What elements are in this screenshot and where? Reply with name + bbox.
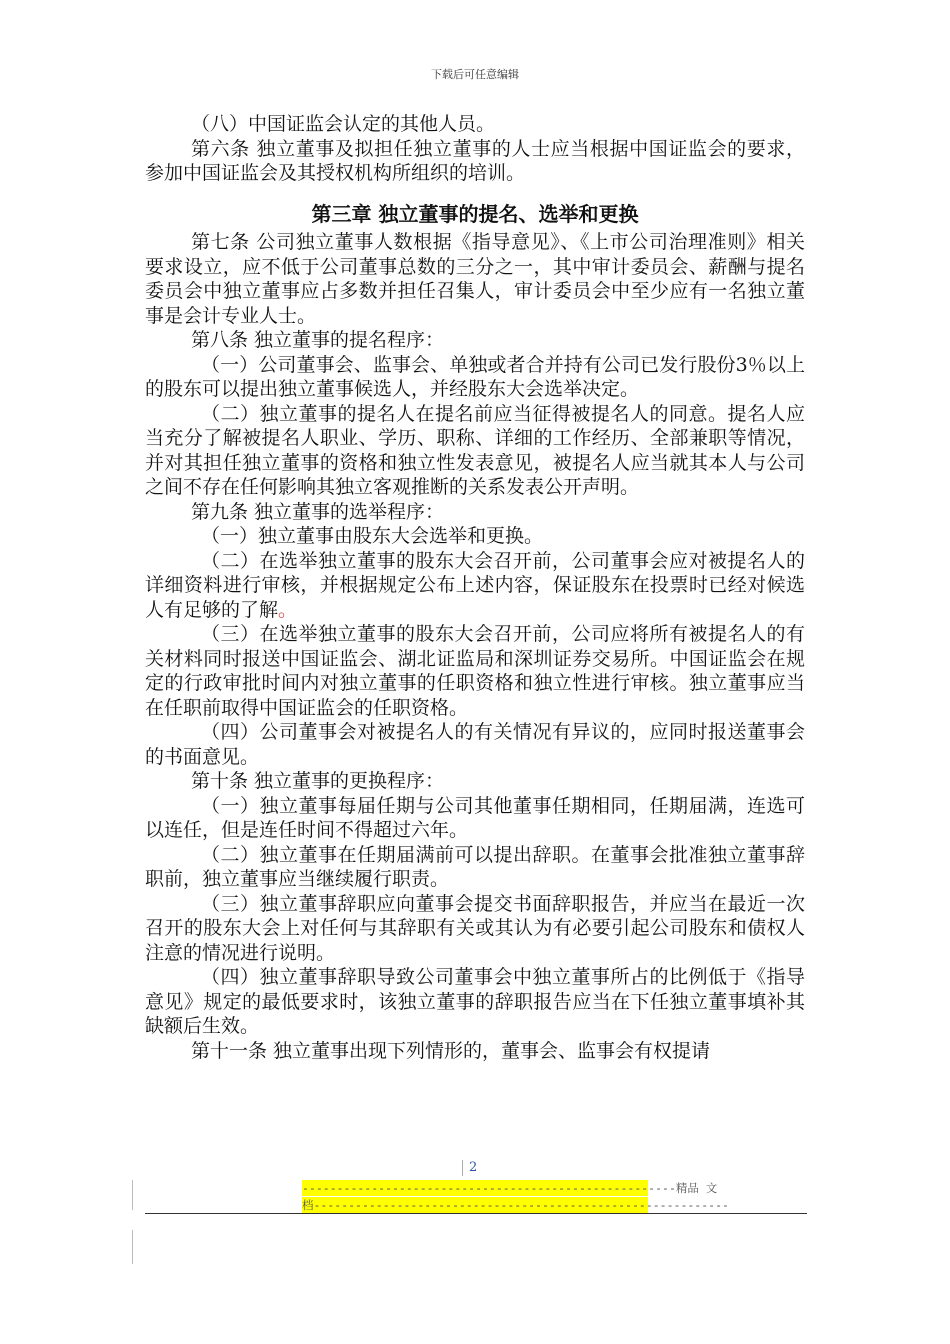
article-8-item-2: （二）独立董事的提名人在提名前应当征得被提名人的同意。提名人应当充分了解被提名人职业、学历、职称、详细的工作经历、全部兼职等情况，并对其担任独立董事的资格和独立性发表意见，被提名人应当就其本人与公司之间不存在任何影响其独立客观推断的关系发表公开声明。	[145, 402, 805, 498]
article-7: 第七条 公司独立董事人数根据《指导意见》、《上市公司治理准则》相关要求设立，应不低于公司董事总数的三分之一，其中审计委员会、薪酬与提名委员会中独立董事应占多数并担任召集人，审计委员会中至少应有一名独立董事是会计专业人士。	[145, 231, 805, 327]
red-period: 。	[278, 598, 298, 621]
chapter-3-heading: 第三章 独立董事的提名、选举和更换	[311, 201, 639, 226]
margin-mark	[132, 1180, 133, 1210]
article-10-item-4: （四）独立董事辞职导致公司董事会中独立董事所占的比例低于《指导意见》规定的最低要求时，该独立董事的辞职报告应当在下任独立董事填补其缺额后生效。	[145, 966, 805, 1037]
article-6: 第六条 独立董事及拟担任独立董事的人士应当根据中国证监会的要求，参加中国证监会及其授权机构所组织的培训。	[145, 137, 805, 184]
footer-rule	[145, 1213, 807, 1214]
paragraph-item-8: （八）中国证监会认定的其他人员。	[191, 113, 496, 135]
footer-line-2: 档------------------------------------------------------------	[302, 1198, 729, 1212]
article-9-item-3: （三）在选举独立董事的股东大会召开前，公司应将所有被提名人的有关材料同时报送中国证监会、湖北证监局和深圳证券交易所。中国证监会在规定的行政审批时间内对独立董事的任职资格和独立性进行审核。独立董事应当在任职前取得中国证监会的任职资格。	[145, 623, 805, 719]
article-10-item-2: （二）独立董事在任期届满前可以提出辞职。在董事会批准独立董事辞职前，独立董事应当继续履行职责。	[145, 843, 805, 890]
article-10-item-1: （一）独立董事每届任期与公司其他董事任期相同，任期届满，连选可以连任，但是连任时间不得超过六年。	[145, 794, 805, 841]
article-10-item-3: （三）独立董事辞职应向董事会提交书面辞职报告，并应当在最近一次召开的股东大会上对任何与其辞职有关或其认为有必要引起公司股东和债权人注意的情况进行说明。	[145, 892, 805, 964]
document-body	[145, 112, 805, 1063]
article-10: 第十条 独立董事的更换程序：	[191, 770, 445, 792]
article-9: 第九条 独立董事的选举程序：	[191, 500, 445, 523]
article-9-item-2	[145, 549, 805, 623]
footer-line-1: ------------------------------------------------------精品 文	[302, 1181, 718, 1195]
article-9-item-2-text: （二）在选举独立董事的股东大会召开前，公司董事会应对被提名人的详细资料进行审核，并根据规定公布上述内容，保证股东在投票时已经对候选人有足够的了解	[145, 549, 805, 621]
article-9-item-4: （四）公司董事会对被提名人的有关情况有异议的，应同时报送董事会的书面意见。	[145, 721, 805, 768]
article-9-item-1: （一）独立董事由股东大会选举和更换。	[201, 525, 544, 547]
page-number: 2	[462, 1160, 477, 1176]
margin-mark	[132, 1230, 133, 1264]
article-11: 第十一条 独立董事出现下列情形的，董事会、监事会有权提请	[191, 1039, 711, 1062]
page-header: 下载后可任意编辑	[431, 68, 519, 81]
article-8: 第八条 独立董事的提名程序：	[191, 329, 445, 351]
article-8-item-1: （一）公司董事会、监事会、单独或者合并持有公司已发行股份3％以上的股东可以提出独立董事候选人，并经股东大会选举决定。	[145, 353, 805, 400]
